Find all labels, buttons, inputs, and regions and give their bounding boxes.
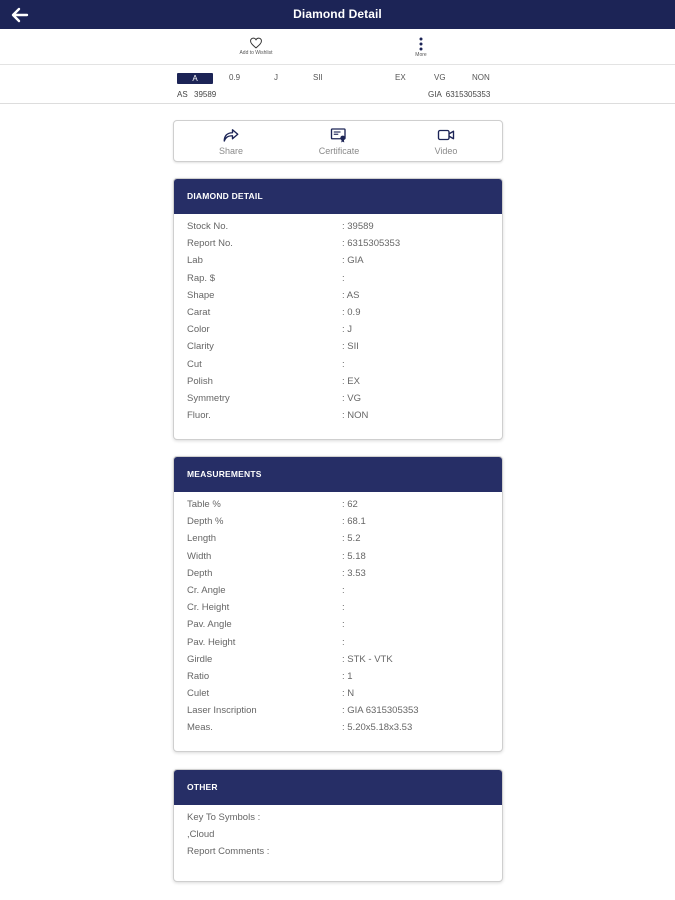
wishlist-label: Add to Wishlist bbox=[239, 50, 273, 56]
row-label: Lab bbox=[187, 255, 203, 267]
detail-row bbox=[187, 374, 489, 391]
detail-row bbox=[187, 549, 489, 566]
row-value: : AS bbox=[342, 289, 360, 301]
diamond-summary bbox=[0, 66, 675, 104]
detail-row bbox=[187, 600, 489, 617]
row-label: Rap. $ bbox=[187, 272, 215, 284]
page-title: Diamond Detail bbox=[293, 7, 382, 21]
row-label: Girdle bbox=[187, 653, 213, 665]
detail-row bbox=[187, 339, 489, 356]
row-value: : SII bbox=[342, 341, 359, 353]
row-label: Cut bbox=[187, 358, 202, 370]
detail-row bbox=[187, 566, 489, 583]
row-value: : J bbox=[342, 324, 353, 336]
row-value: : STK - VTK bbox=[342, 653, 393, 665]
share-icon bbox=[222, 127, 240, 143]
fluor-chip: NON bbox=[472, 73, 490, 82]
row-value: : 6315305353 bbox=[342, 238, 401, 250]
row-label: Stock No. bbox=[187, 221, 229, 232]
video-label: Video bbox=[434, 146, 458, 156]
detail-row bbox=[187, 497, 489, 514]
row-label: Depth % bbox=[187, 516, 224, 528]
key-to-symbols-value: ,Cloud bbox=[187, 829, 215, 841]
detail-row bbox=[187, 686, 489, 703]
detail-row bbox=[187, 635, 489, 652]
row-value: : 39589 bbox=[342, 221, 374, 232]
more-button[interactable] bbox=[391, 37, 451, 58]
detail-row bbox=[187, 391, 489, 408]
detail-row bbox=[187, 253, 489, 270]
row-value: : 5.20x5.18x3.53 bbox=[342, 722, 413, 734]
row-label: Clarity bbox=[187, 341, 214, 353]
share-label: Share bbox=[218, 146, 244, 156]
row-value: : GIA bbox=[342, 255, 364, 267]
row-label: Report No. bbox=[187, 238, 233, 250]
row-value: : 68.1 bbox=[342, 516, 366, 528]
row-label: Depth bbox=[187, 567, 213, 579]
row-value: : N bbox=[342, 688, 355, 700]
row-value: : 5.18 bbox=[342, 550, 366, 562]
carat-chip: 0.9 bbox=[229, 73, 241, 82]
row-value: : bbox=[342, 636, 345, 648]
detail-row bbox=[187, 669, 489, 686]
other-card bbox=[173, 769, 503, 882]
certificate-button[interactable] bbox=[299, 127, 379, 156]
lab-report: GIA 6315305353 bbox=[428, 90, 491, 99]
detail-row bbox=[187, 703, 489, 720]
row-label: Color bbox=[187, 324, 210, 336]
row-value: : GIA 6315305353 bbox=[342, 705, 419, 717]
add-to-wishlist-button[interactable] bbox=[226, 37, 286, 56]
row-label: Polish bbox=[187, 375, 213, 387]
color-chip: J bbox=[274, 73, 278, 82]
diamond-detail-list bbox=[174, 214, 502, 425]
detail-row bbox=[187, 531, 489, 548]
shape-code: AS bbox=[177, 90, 188, 99]
detail-row bbox=[187, 357, 489, 374]
row-label: Carat bbox=[187, 306, 211, 318]
video-button[interactable] bbox=[406, 127, 486, 156]
row-label: Laser Inscription bbox=[187, 705, 257, 717]
action-strip bbox=[0, 29, 675, 65]
detail-row bbox=[187, 652, 489, 669]
detail-row bbox=[187, 219, 489, 236]
row-value: : bbox=[342, 619, 345, 631]
media-actions-card bbox=[173, 120, 503, 162]
detail-row bbox=[187, 288, 489, 305]
row-value: : VG bbox=[342, 392, 362, 404]
row-label: Cr. Angle bbox=[187, 584, 226, 596]
row-value: : NON bbox=[342, 410, 369, 422]
row-label: Meas. bbox=[187, 722, 213, 734]
row-value: : bbox=[342, 272, 345, 284]
detail-row bbox=[187, 271, 489, 288]
row-label: Length bbox=[187, 533, 217, 545]
row-value: : 5.2 bbox=[342, 533, 361, 545]
more-vertical-icon bbox=[418, 37, 424, 51]
polish-chip: EX bbox=[395, 73, 406, 82]
other-list bbox=[174, 805, 502, 862]
detail-row bbox=[187, 617, 489, 634]
more-label: More bbox=[415, 52, 427, 58]
row-label: Pav. Height bbox=[187, 636, 236, 648]
row-value: : 0.9 bbox=[342, 306, 361, 318]
diamond-detail-card bbox=[173, 178, 503, 440]
heart-icon bbox=[249, 37, 263, 49]
row-label: Width bbox=[187, 550, 212, 562]
row-value: : 1 bbox=[342, 670, 353, 682]
row-label: Table % bbox=[187, 499, 221, 510]
measurements-card bbox=[173, 456, 503, 752]
key-to-symbols-label: Key To Symbols : bbox=[187, 812, 261, 823]
row-label: Cr. Height bbox=[187, 602, 230, 614]
video-icon bbox=[437, 127, 455, 143]
detail-row bbox=[187, 514, 489, 531]
row-value: : bbox=[342, 358, 345, 370]
row-label: Ratio bbox=[187, 670, 210, 682]
row-label: Fluor. bbox=[187, 410, 211, 422]
clarity-chip: SII bbox=[313, 73, 323, 82]
other-heading: OTHER bbox=[174, 770, 502, 805]
detail-row bbox=[187, 408, 489, 425]
row-value: : 62 bbox=[342, 499, 358, 510]
measurements-list bbox=[174, 492, 502, 738]
symmetry-chip: VG bbox=[434, 73, 446, 82]
row-label: Symmetry bbox=[187, 392, 230, 404]
row-value: : bbox=[342, 602, 345, 614]
row-value: : 3.53 bbox=[342, 567, 366, 579]
share-button[interactable] bbox=[191, 127, 271, 156]
detail-row bbox=[187, 583, 489, 600]
detail-row bbox=[187, 322, 489, 339]
certificate-icon bbox=[330, 127, 348, 143]
row-label: Shape bbox=[187, 289, 215, 301]
row-value: : bbox=[342, 584, 345, 596]
certificate-label: Certificate bbox=[318, 146, 360, 156]
detail-row bbox=[187, 305, 489, 322]
detail-row bbox=[187, 720, 489, 737]
diamond-detail-heading: DIAMOND DETAIL bbox=[174, 179, 502, 214]
row-value: : EX bbox=[342, 375, 360, 387]
measurements-heading: MEASUREMENTS bbox=[174, 457, 502, 492]
shape-chip: A bbox=[177, 73, 213, 84]
row-label: Culet bbox=[187, 688, 210, 700]
stock-number: 39589 bbox=[194, 90, 217, 99]
report-comments-label: Report Comments : bbox=[187, 846, 270, 858]
row-label: Pav. Angle bbox=[187, 619, 232, 631]
app-bar bbox=[0, 0, 675, 29]
detail-row bbox=[187, 236, 489, 253]
